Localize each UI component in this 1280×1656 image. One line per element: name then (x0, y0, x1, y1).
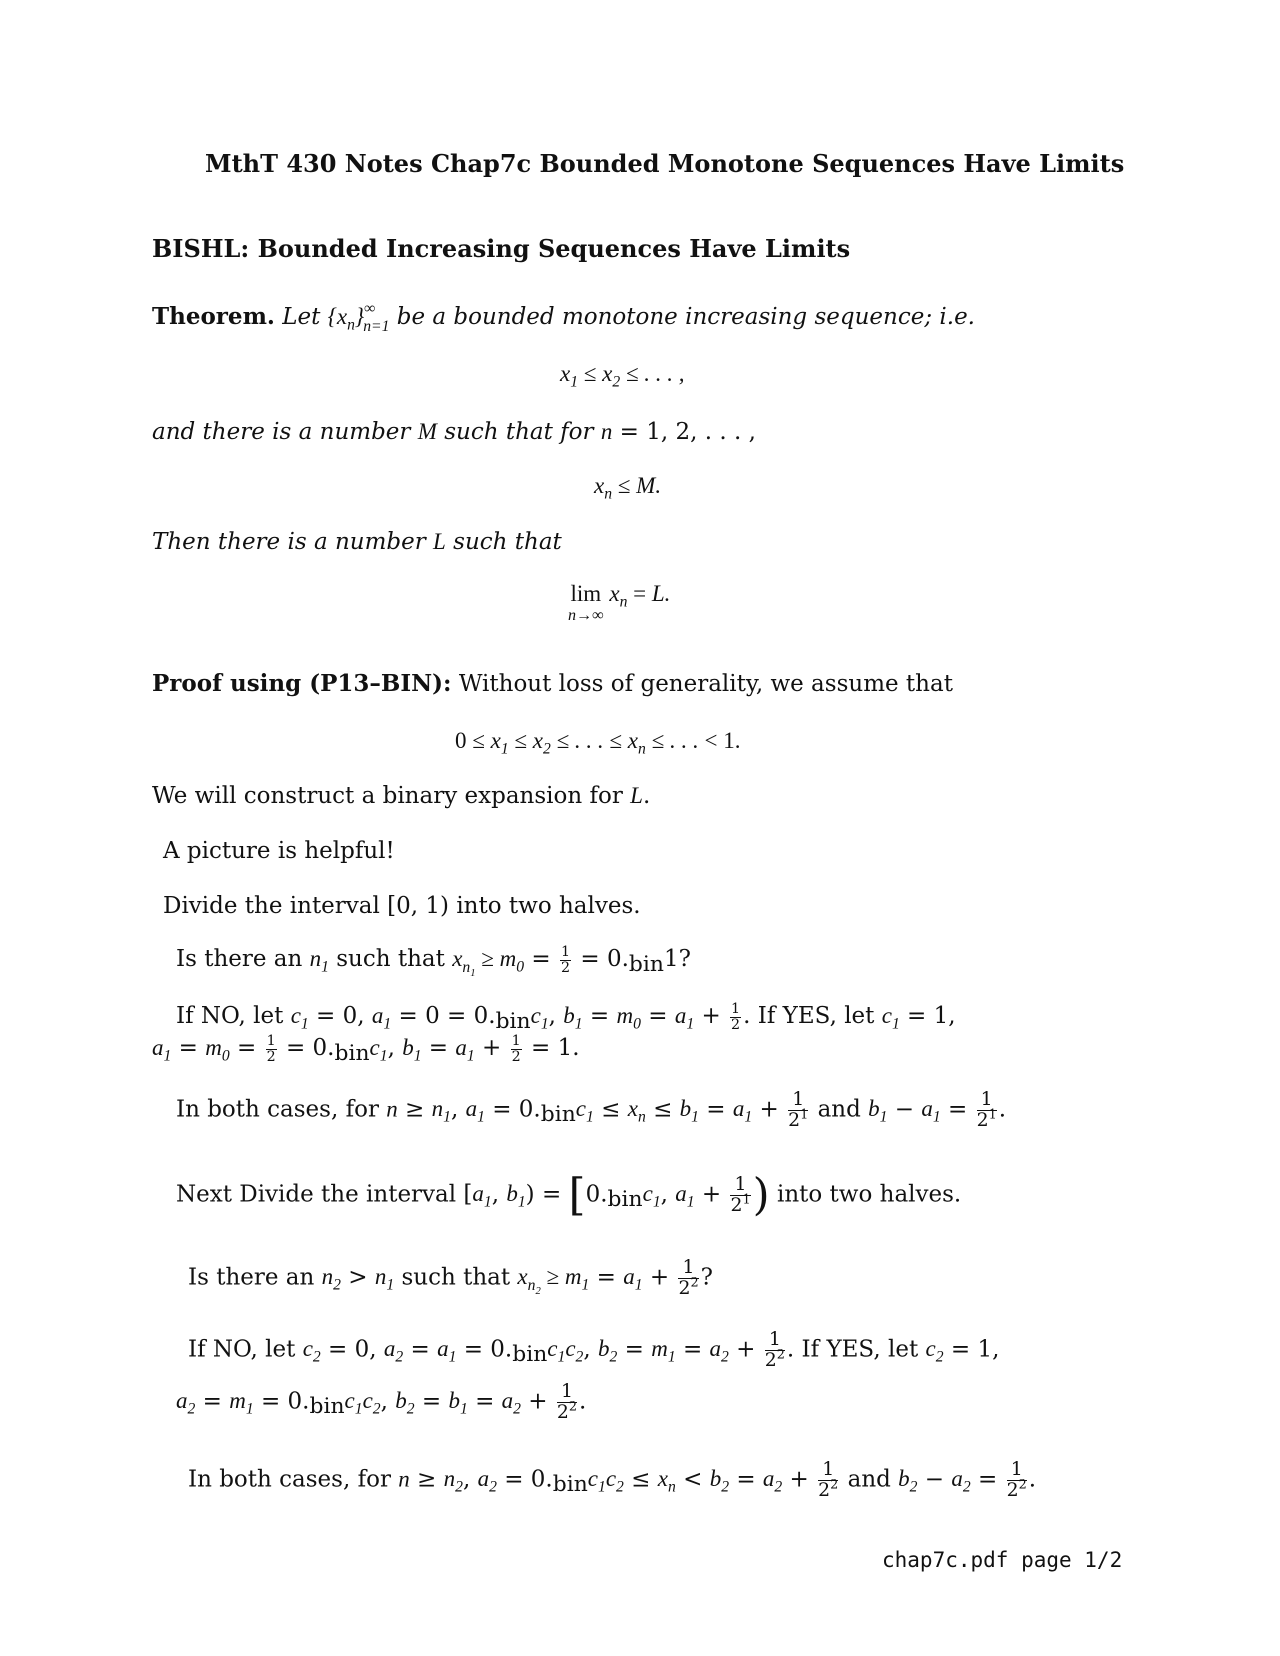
next-divide: Next Divide the interval [$a_1$, $b_1$) = [0.binc$_1$, $a_1$ + $\frac{1}{2^1}$ ) into two halves. (176, 1169, 962, 1221)
case-2-line-b: $a_2 = m_1$ = $0.binc_1c_2$, $b_2 = b_1 = a_2$ + $\frac{1}{2^2}$ . (176, 1380, 587, 1423)
case-1-line-b: $a_1 = m_0$ = $\frac{1}{2}$ = 0.binc$_1$, $b_1 = a_1$ + $\frac{1}{2}$ = 1. (152, 1033, 580, 1066)
proof-label: Proof using (P13–BIN): (152, 670, 452, 697)
equation-bound: $x_n \le M$. (594, 473, 662, 503)
equation-assumption: $0 \le x_1 \le x_2$ ≤ . . . ≤ $x_n$ ≤ . . . < 1. (455, 728, 741, 758)
page-footer: chap7c.pdf page 1/2 (882, 1548, 1123, 1572)
theorem-text: be a bounded monotone increasing sequence; i.e. (396, 304, 975, 330)
page-title: MthT 430 Notes Chap7c Bounded Monotone Sequences Have Limits (205, 149, 1125, 178)
question-1: Is there an $n_1$ such that $x_{n_1} \ge m_0$ = $\frac{1}{2}$ = 0.bin1? (176, 944, 691, 979)
construct-text: We will construct a binary expansion for L. (152, 783, 651, 809)
question-2: Is there an $n_2 > n_1$ such that $x_{n_2} \ge m_1 = a_1$ + $\frac{1}{2^2}$ ? (188, 1256, 713, 1299)
picture-note: A picture is helpful! (163, 838, 395, 864)
both-cases-1: In both cases, for $n \ge n_1$, $a_1$ = 0.binc$_1$ ≤ $x_n \le b_1 = a_1$ + $\frac{1}{2^1}$ and $b_1 - a_1$ = $\frac{1}{2^1}$ . (176, 1088, 1007, 1131)
proof-intro: Proof using (P13–BIN): Without loss of generality, we assume that (152, 670, 953, 697)
theorem-label: Theorem. (152, 303, 275, 330)
theorem-conclusion: Then there is a number L such that (152, 529, 562, 555)
case-1-line-a: If NO, let $c_1 = 0$, $a_1 = 0$ = 0.binc$_1$, $b_1 = m_0 = a_1$ + $\frac{1}{2}$ . If YES, let $c_1 = 1$, (176, 1001, 956, 1034)
section-heading: BISHL: Bounded Increasing Sequences Have Limits (152, 234, 851, 263)
theorem-condition: and there is a number M such that for n = 1, 2, . . . , (152, 419, 756, 445)
equation-limit: lim n→∞ $x_n = L$. (568, 581, 671, 624)
case-2-line-a: If NO, let $c_2 = 0$, $a_2 = a_1$ = $0.binc_1c_2$, $b_2 = m_1 = a_2$ + $\frac{1}{2^2}$ . If YES, let $c_2 = 1$, (188, 1328, 1000, 1371)
equation-monotone: $x_1 \le x_2$ ≤ . . . , (560, 361, 685, 391)
both-cases-2: In both cases, for $n \ge n_2$, $a_2$ = $0.binc_1c_2 \le x_n < b_2 = a_2$ + $\frac{1}{2^2}$ and $b_2 - a_2$ = $\frac{1}{2^2}$ . (188, 1458, 1037, 1501)
theorem-statement: Theorem. Let $\{x_n\}^\infty_{n=1}$ be a bounded monotone increasing sequence; i.e. (152, 300, 975, 335)
divide-text: Divide the interval [0, 1) into two halves. (163, 893, 641, 919)
